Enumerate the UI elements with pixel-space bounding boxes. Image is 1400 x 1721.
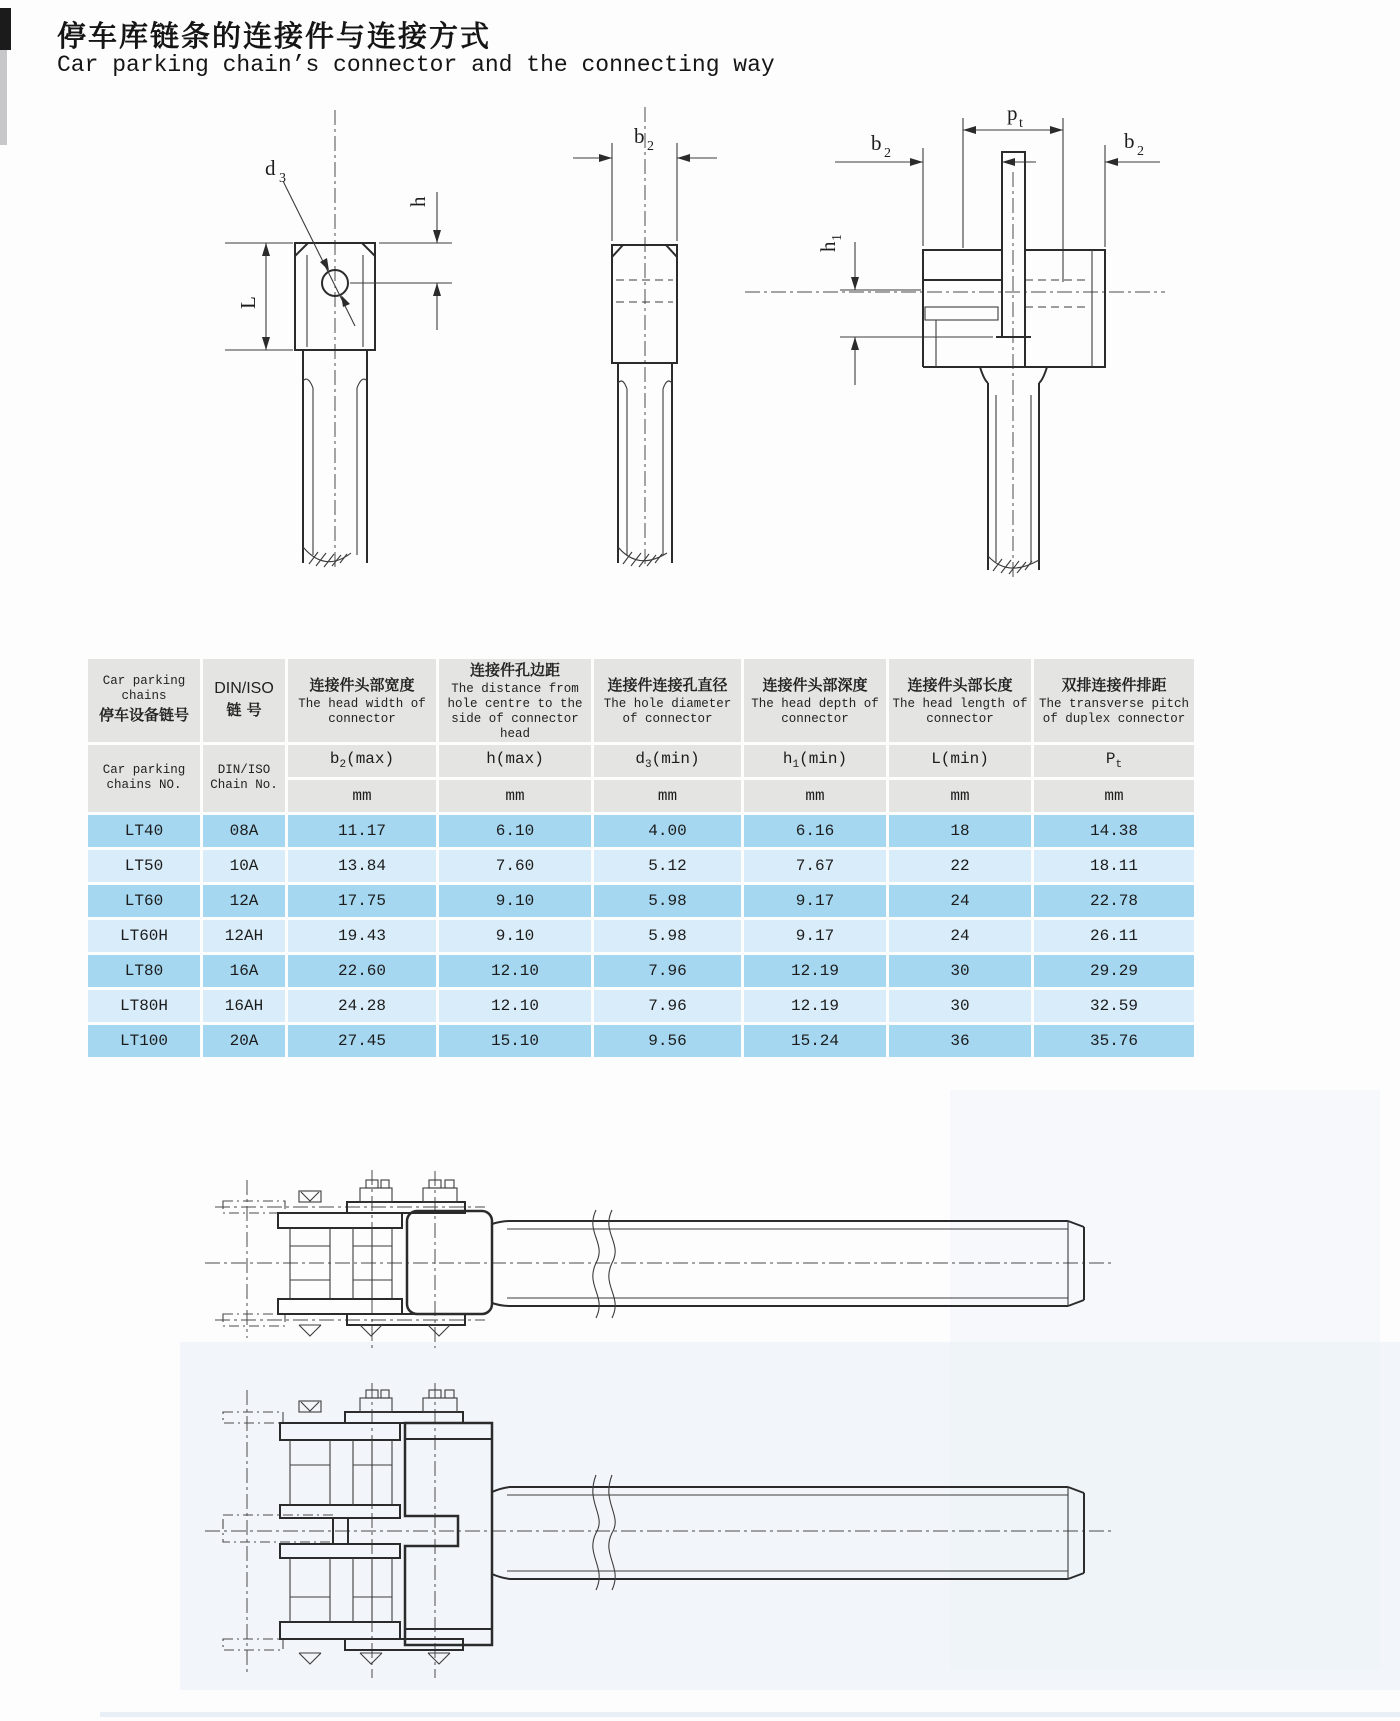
table-cell: 16A	[203, 955, 285, 987]
table-cell: 12.10	[439, 990, 591, 1022]
table-cell: 5.12	[594, 850, 741, 882]
table-cell: 9.10	[439, 920, 591, 952]
table-cell: LT60H	[88, 920, 200, 952]
svg-text:3: 3	[279, 171, 286, 186]
table-cell: 22.60	[288, 955, 436, 987]
scan-edge-shadow	[0, 50, 7, 145]
table-cell: LT60	[88, 885, 200, 917]
table-cell: 18.11	[1034, 850, 1194, 882]
scan-noise-strip	[100, 1712, 1400, 1717]
scan-edge-mark	[0, 8, 11, 50]
duplex-chain-assembly-drawing	[195, 1375, 1125, 1685]
table-header-row-symbols	[88, 745, 1194, 777]
table-cell: 13.84	[288, 850, 436, 882]
table-cell: LT80H	[88, 990, 200, 1022]
dim-label-b2: b	[634, 124, 645, 148]
table-cell: 7.60	[439, 850, 591, 882]
table-row	[88, 955, 1194, 987]
table-cell: 11.17	[288, 815, 436, 847]
table-cell: 10A	[203, 850, 285, 882]
dimension-L	[225, 243, 293, 350]
table-cell: 19.43	[288, 920, 436, 952]
table-cell: 12A	[203, 885, 285, 917]
table-cell: 9.56	[594, 1025, 741, 1057]
table-cell: 9.17	[744, 920, 886, 952]
unit-cell: mm	[594, 780, 741, 812]
table-cell: 7.67	[744, 850, 886, 882]
break-lines-duplex	[593, 1475, 615, 1590]
table-row	[88, 1025, 1194, 1057]
table-cell: 6.10	[439, 815, 591, 847]
header-hole-diameter: 连接件连接孔直径 The hole diameter of connector	[594, 659, 741, 742]
symbol-h-max: h(max)	[439, 745, 591, 777]
table-row	[88, 990, 1194, 1022]
header-din-chain-no: DIN/ISO Chain No.	[203, 745, 285, 812]
table-cell: 7.96	[594, 990, 741, 1022]
table-header-row-names	[88, 659, 1194, 742]
header-car-parking-chains: Car parking chains 停车设备链号	[88, 659, 200, 742]
header-head-length: 连接件头部长度 The head length of connector	[889, 659, 1031, 742]
unit-cell: mm	[1034, 780, 1194, 812]
table-cell: 15.24	[744, 1025, 886, 1057]
table-cell: 5.98	[594, 920, 741, 952]
table-cell: 36	[889, 1025, 1031, 1057]
symbol-b2-max: $b_2(\max)$	[288, 745, 436, 777]
table-cell: 30	[889, 990, 1031, 1022]
table-cell: 24.28	[288, 990, 436, 1022]
header-hole-edge-distance: 连接件孔边距 The distance from hole centre to the side of connector head	[439, 659, 591, 742]
table-cell: 15.10	[439, 1025, 591, 1057]
connector-rod-duplex	[492, 1487, 1084, 1579]
dim-label-pt: p	[1007, 101, 1018, 125]
dim-label-L: L	[236, 296, 260, 309]
header-head-depth: 连接件头部深度 The head depth of connector	[744, 659, 886, 742]
table-row	[88, 920, 1194, 952]
table-cell: LT50	[88, 850, 200, 882]
table-cell: 29.29	[1034, 955, 1194, 987]
table-cell: 12AH	[203, 920, 285, 952]
duplex-connector-section-drawing	[740, 90, 1170, 585]
table-cell: 22	[889, 850, 1031, 882]
table-cell: 6.16	[744, 815, 886, 847]
svg-text:2: 2	[1137, 144, 1144, 159]
connector-front-view-drawing	[185, 95, 485, 580]
svg-text:t: t	[1019, 116, 1023, 131]
page-title-chinese: 停车库链条的连接件与连接方式	[57, 19, 492, 53]
dimension-b2-right	[1105, 129, 1160, 247]
table-row	[88, 815, 1194, 847]
table-cell: 4.00	[594, 815, 741, 847]
symbol-pt: $P_t$	[1034, 745, 1194, 777]
table-data-rows	[88, 815, 1194, 1057]
header-transverse-pitch: 双排连接件排距 The transverse pitch of duplex connector	[1034, 659, 1194, 742]
header-chain-no: Car parking chains NO.	[88, 745, 200, 812]
table-cell: 16AH	[203, 990, 285, 1022]
table-cell: 12.10	[439, 955, 591, 987]
symbol-L-min: L(min)	[889, 745, 1031, 777]
table-cell: 35.76	[1034, 1025, 1194, 1057]
header-din-iso: DIN/ISO 链 号	[203, 659, 285, 742]
page-title-english: Car parking chain’s connector and the connecting way	[57, 52, 775, 78]
table-cell: 9.17	[744, 885, 886, 917]
svg-text:1: 1	[830, 234, 845, 241]
table-cell: 22.78	[1034, 885, 1194, 917]
dim-label-h1: h	[816, 241, 840, 252]
unit-cell: mm	[288, 780, 436, 812]
table-cell: 14.38	[1034, 815, 1194, 847]
table-cell: 9.10	[439, 885, 591, 917]
header-head-width: 连接件头部宽度 The head width of connector	[288, 659, 436, 742]
table-cell: 30	[889, 955, 1031, 987]
connector-head-duplex-assembly	[405, 1423, 492, 1645]
symbol-d3-min: $d_3(\min)$	[594, 745, 741, 777]
unit-cell: mm	[744, 780, 886, 812]
table-cell: LT80	[88, 955, 200, 987]
table-cell: 20A	[203, 1025, 285, 1057]
dim-label-b2-left: b	[871, 131, 882, 155]
svg-text:2: 2	[884, 146, 891, 161]
table-cell: 24	[889, 920, 1031, 952]
table-cell: 5.98	[594, 885, 741, 917]
sprocket-teeth-marks	[299, 1180, 457, 1336]
table-cell: 24	[889, 885, 1031, 917]
break-lines	[593, 1210, 615, 1318]
dim-label-h: h	[406, 196, 430, 207]
table-cell: 12.19	[744, 990, 886, 1022]
dimension-d3	[265, 156, 355, 326]
table-cell: 26.11	[1034, 920, 1194, 952]
table-cell: LT100	[88, 1025, 200, 1057]
table-cell: 27.45	[288, 1025, 436, 1057]
duplex-body-section	[923, 152, 1105, 367]
table-cell: 18	[889, 815, 1031, 847]
table-row	[88, 850, 1194, 882]
table-row	[88, 885, 1194, 917]
spec-table	[85, 656, 1197, 1060]
dimension-b2-left	[835, 131, 1036, 246]
svg-text:2: 2	[647, 139, 654, 154]
dimension-h	[350, 192, 452, 330]
unit-cell: mm	[889, 780, 1031, 812]
table-cell: 08A	[203, 815, 285, 847]
table-cell: 32.59	[1034, 990, 1194, 1022]
unit-cell: mm	[439, 780, 591, 812]
symbol-h1-min: $h_1(\min)$	[744, 745, 886, 777]
dimension-h1	[816, 234, 993, 385]
simplex-chain-assembly-drawing	[195, 1058, 1125, 1348]
dim-label-b2-right: b	[1124, 129, 1135, 153]
table-cell: 7.96	[594, 955, 741, 987]
table-cell: LT40	[88, 815, 200, 847]
dim-label-d3: d	[265, 156, 276, 180]
table-cell: 12.19	[744, 955, 886, 987]
connector-side-view-drawing	[555, 95, 735, 580]
table-cell: 17.75	[288, 885, 436, 917]
